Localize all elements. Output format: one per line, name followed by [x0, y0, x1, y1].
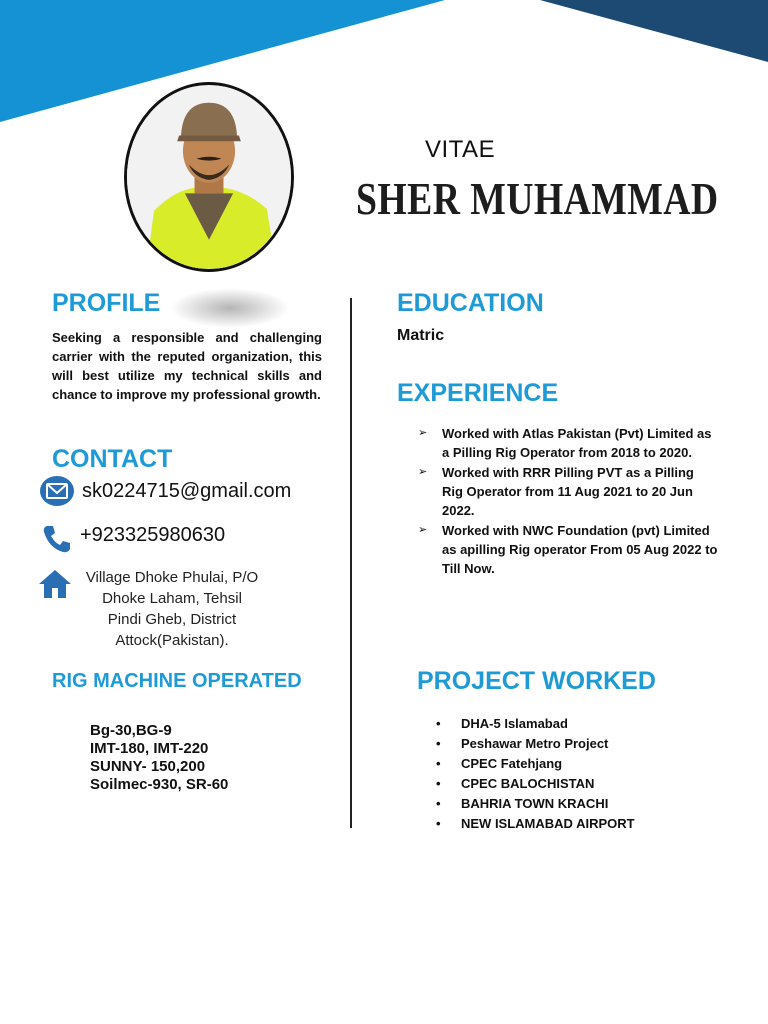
profile-heading: PROFILE [52, 289, 161, 317]
home-icon [38, 568, 72, 600]
bullet-icon: • [436, 756, 441, 771]
projects-heading: PROJECT WORKED [417, 667, 656, 695]
decorative-shadow [170, 288, 290, 328]
rig-heading: RIG MACHINE OPERATED [52, 670, 302, 692]
arrow-bullet-icon: ➢ [418, 524, 428, 536]
bullet-icon: • [436, 716, 441, 731]
project-item [436, 814, 635, 834]
rig-item: SUNNY- 150,200 [90, 758, 206, 775]
contact-heading: CONTACT [52, 445, 173, 473]
dark-blue-band [540, 0, 768, 62]
education-heading: EDUCATION [397, 289, 544, 317]
arrow-bullet-icon: ➢ [418, 427, 428, 439]
experience-list [418, 424, 718, 579]
experience-item [418, 463, 718, 520]
bullet-icon: • [436, 796, 441, 811]
rig-item: Bg-30,BG-9 [90, 722, 172, 739]
address-line: Pindi Gheb, District [107, 611, 237, 628]
contact-phone[interactable]: +923325980630 [80, 524, 226, 546]
phone-icon [41, 522, 73, 554]
header-banner [0, 0, 768, 130]
candidate-name: SHER MUHAMMAD [356, 173, 719, 224]
column-divider [350, 298, 352, 828]
project-item [436, 774, 635, 794]
address-line: Village Dhoke Phulai, P/O [85, 569, 259, 586]
experience-heading: EXPERIENCE [397, 379, 559, 407]
bullet-icon: • [436, 776, 441, 791]
address-line: Dhoke Laham, Tehsil [102, 590, 242, 607]
project-item [436, 754, 635, 774]
project-text: CPEC Fatehjang [461, 756, 563, 771]
project-item [436, 794, 635, 814]
project-text: Peshawar Metro Project [461, 736, 609, 751]
envelope-icon [39, 475, 75, 507]
education-item: Matric [397, 327, 445, 344]
projects-list [436, 714, 635, 834]
project-text: DHA-5 Islamabad [461, 716, 568, 731]
experience-text: Worked with NWC Foundation (pvt) Limited as apilling Rig operator From 05 Aug 2022 to Till Now. [442, 523, 718, 576]
experience-item [418, 424, 718, 462]
vitae-label: VITAE [425, 136, 496, 163]
address-line: Attock(Pakistan). [115, 632, 229, 649]
experience-item [418, 521, 718, 578]
profile-photo [124, 82, 294, 272]
project-item [436, 734, 635, 754]
contact-address [72, 567, 272, 651]
bullet-icon: • [436, 816, 441, 831]
profile-summary: Seeking a responsible and challenging carrier with the reputed organization, this will best utilize my technical skills and chance to improve my professional growth. [52, 330, 322, 402]
rig-item: Soilmec-930, SR-60 [90, 776, 229, 793]
project-item [436, 714, 635, 734]
project-text: CPEC BALOCHISTAN [461, 776, 595, 791]
project-text: NEW ISLAMABAD AIRPORT [461, 816, 635, 831]
contact-email[interactable]: sk0224715@gmail.com [82, 480, 292, 502]
bullet-icon: • [436, 736, 441, 751]
rig-list [90, 722, 228, 794]
arrow-bullet-icon: ➢ [418, 466, 428, 478]
project-text: BAHRIA TOWN KRACHI [461, 796, 609, 811]
experience-text: Worked with Atlas Pakistan (Pvt) Limited as a Pilling Rig Operator from 2018 to 2020. [442, 426, 712, 460]
experience-text: Worked with RRR Pilling PVT as a Pilling Rig Operator from 11 Aug 2021 to 20 Jun 2022. [442, 465, 694, 518]
rig-item: IMT-180, IMT-220 [90, 740, 209, 757]
